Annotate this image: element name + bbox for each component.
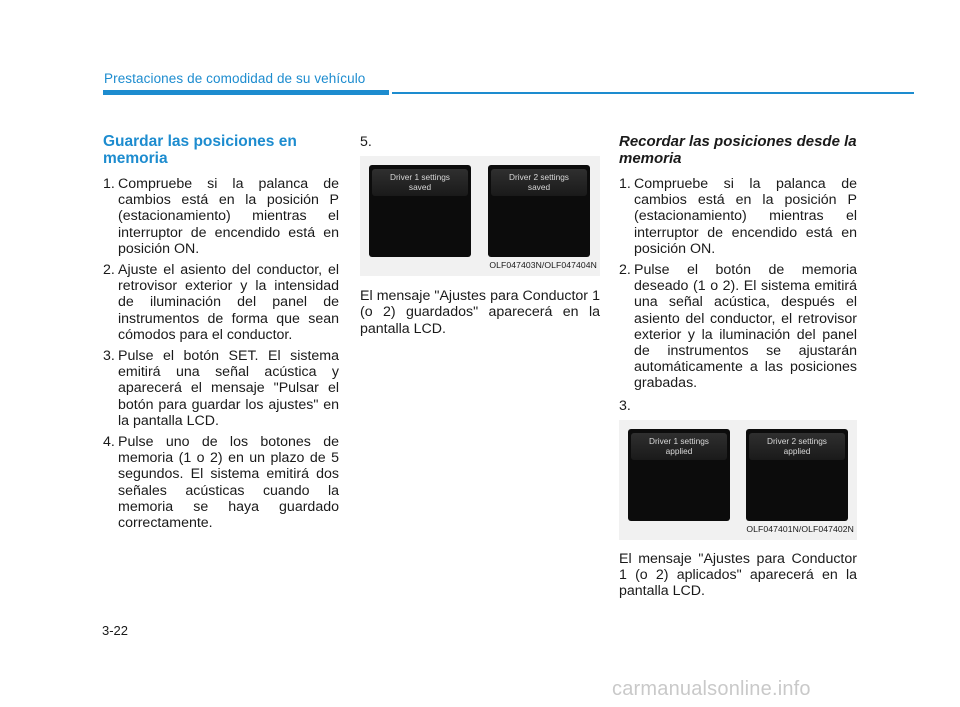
lcd-screen-driver-1 <box>628 429 730 521</box>
page-number: 3-22 <box>102 623 129 638</box>
step-text: Pulse uno de los botones de memoria (1 o 2) en un plazo de 5 segundos. El sistema emitirá dos señales acústicas cuando la memoria se haya guardado correctamente. <box>118 434 339 532</box>
step-number: 3. <box>619 397 631 414</box>
step-number: 1. <box>619 176 631 192</box>
lcd-message-banner <box>631 433 727 460</box>
lcd-saved-figure <box>360 156 600 276</box>
step-text: Compruebe si la palanca de cambios está en la posición P (estacionamiento) mientras el interruptor de encendido está en posición ON. <box>118 176 339 257</box>
lcd-message-line1: Driver 2 settings <box>767 435 827 446</box>
lcd-message-line2: saved <box>408 182 432 193</box>
lcd-message-banner <box>749 433 845 460</box>
lcd-message-line1: Driver 1 settings <box>390 172 450 183</box>
step-text: Pulse el botón de memoria deseado (1 o 2). El sistema emitirá una señal acústica, después el asiento del conductor, el retrovisor exterior y la iluminación del panel de instrumentos se ajustarán automáticamente a las posiciones grabadas. <box>634 262 857 392</box>
step-number: 4. <box>103 434 115 451</box>
step-number: 1. <box>103 176 115 192</box>
step-number: 2. <box>103 262 115 279</box>
lcd-applied-figure <box>619 420 857 540</box>
step-text: Compruebe si la palanca de cambios está en la posición P (estacionamiento) mientras el interruptor de encendido está en posición ON. <box>634 176 857 257</box>
middle-column <box>360 134 600 337</box>
lcd-message-banner <box>372 169 468 196</box>
lcd-message-line2: applied <box>783 445 811 456</box>
lcd-message-line2: saved <box>527 182 551 193</box>
saved-caption: El mensaje "Ajustes para Conductor 1 (o 2) guardados" aparecerá en la pantalla LCD. <box>360 288 600 337</box>
applied-caption: El mensaje "Ajustes para Conductor 1 (o 2) aplicados" aparecerá en la pantalla LCD. <box>619 550 857 600</box>
list-item <box>619 262 857 392</box>
left-column <box>103 134 339 536</box>
lcd-screen-driver-2 <box>488 165 590 257</box>
figure-code: OLF047403N/OLF047404N <box>489 260 597 270</box>
lcd-screen-driver-1 <box>369 165 471 257</box>
step-number: 5. <box>360 134 372 150</box>
step-number: 3. <box>103 348 115 365</box>
list-item <box>103 434 339 531</box>
list-item <box>103 262 339 343</box>
lcd-message-line2: applied <box>665 445 693 456</box>
save-steps-list <box>103 176 339 531</box>
lcd-message-line1: Driver 1 settings <box>649 435 709 446</box>
recall-steps-list <box>619 176 857 392</box>
recall-positions-heading: Recordar las posiciones desde la memoria <box>619 133 857 167</box>
lcd-message-banner <box>491 169 587 196</box>
list-item <box>103 176 339 257</box>
step-text: Ajuste el asiento del conductor, el retrovisor exterior y la intensidad de iluminación del panel de instrumentos de forma que sean cómodos para el conductor. <box>118 262 339 343</box>
section-header-title: Prestaciones de comodidad de su vehículo <box>104 71 366 86</box>
step-number: 2. <box>619 262 631 279</box>
figure-code: OLF047401N/OLF047402N <box>746 523 854 534</box>
list-item <box>103 348 339 429</box>
step-text: Pulse el botón SET. El sistema emitirá una señal acústica y aparecerá el mensaje "Pulsar el botón para guardar los ajustes" en la pantalla LCD. <box>118 348 339 429</box>
lcd-message-line1: Driver 2 settings <box>509 172 569 183</box>
list-item <box>619 176 857 257</box>
lcd-screen-driver-2 <box>746 429 848 521</box>
header-rule-thin <box>392 92 914 94</box>
header-rule-thick <box>103 90 389 95</box>
right-column <box>619 134 857 599</box>
watermark: carmanualsonline.info <box>612 678 811 700</box>
save-positions-heading: Guardar las posiciones en memoria <box>103 133 297 167</box>
